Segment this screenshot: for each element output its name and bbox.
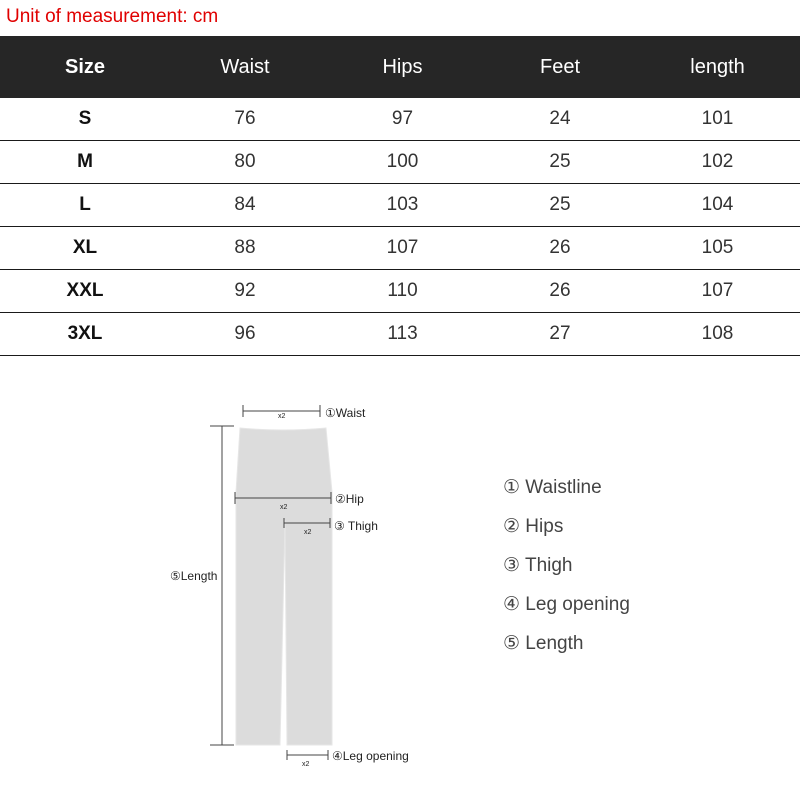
- size-cell: XL: [0, 227, 170, 270]
- length-label: ⑤Length: [170, 569, 218, 583]
- waist-cell: 80: [170, 141, 320, 184]
- hips-cell: 100: [320, 141, 485, 184]
- legend-item-leg-opening: ④ Leg opening: [503, 594, 630, 615]
- header-waist: Waist: [170, 36, 320, 98]
- header-hips: Hips: [320, 36, 485, 98]
- length-cell: 101: [635, 98, 800, 141]
- hips-cell: 110: [320, 270, 485, 313]
- leg-opening-label: ④Leg opening: [332, 749, 409, 763]
- hips-cell: 97: [320, 98, 485, 141]
- hip-label: ②Hip: [335, 492, 364, 506]
- waist-measure: [243, 405, 366, 420]
- leg-opening-measure: [287, 749, 409, 768]
- hips-cell: 103: [320, 184, 485, 227]
- waist-cell: 76: [170, 98, 320, 141]
- size-cell: 3XL: [0, 313, 170, 356]
- thigh-label: ③ Thigh: [334, 519, 378, 533]
- waist-cell: 96: [170, 313, 320, 356]
- size-cell: L: [0, 184, 170, 227]
- header-feet: Feet: [485, 36, 635, 98]
- length-cell: 108: [635, 313, 800, 356]
- waist-x2-label: x2: [278, 413, 286, 420]
- legend-item-hips: ② Hips: [503, 516, 564, 537]
- size-cell: S: [0, 98, 170, 141]
- unit-label: Unit of measurement: cm: [6, 6, 219, 27]
- header-length: length: [635, 36, 800, 98]
- measurement-legend: [503, 474, 630, 669]
- feet-cell: 25: [485, 141, 635, 184]
- feet-cell: 24: [485, 98, 635, 141]
- waist-cell: 88: [170, 227, 320, 270]
- hips-cell: 107: [320, 227, 485, 270]
- length-cell: 107: [635, 270, 800, 313]
- leg-opening-x2-label: x2: [302, 761, 310, 768]
- waist-cell: 92: [170, 270, 320, 313]
- feet-cell: 26: [485, 227, 635, 270]
- size-cell: M: [0, 141, 170, 184]
- legend-item-thigh: ③ Thigh: [503, 555, 573, 576]
- length-cell: 105: [635, 227, 800, 270]
- feet-cell: 27: [485, 313, 635, 356]
- length-cell: 102: [635, 141, 800, 184]
- feet-cell: 25: [485, 184, 635, 227]
- length-cell: 104: [635, 184, 800, 227]
- waist-label: ①Waist: [325, 406, 366, 420]
- hip-x2-label: x2: [280, 504, 288, 511]
- feet-cell: 26: [485, 270, 635, 313]
- header-size: Size: [0, 36, 170, 98]
- waist-cell: 84: [170, 184, 320, 227]
- legend-item-length: ⑤ Length: [503, 633, 584, 654]
- legend-item-waistline: ① Waistline: [503, 477, 602, 498]
- pants-silhouette-icon: [236, 428, 332, 745]
- hips-cell: 113: [320, 313, 485, 356]
- size-cell: XXL: [0, 270, 170, 313]
- length-measure: [170, 426, 234, 745]
- thigh-x2-label: x2: [304, 529, 312, 536]
